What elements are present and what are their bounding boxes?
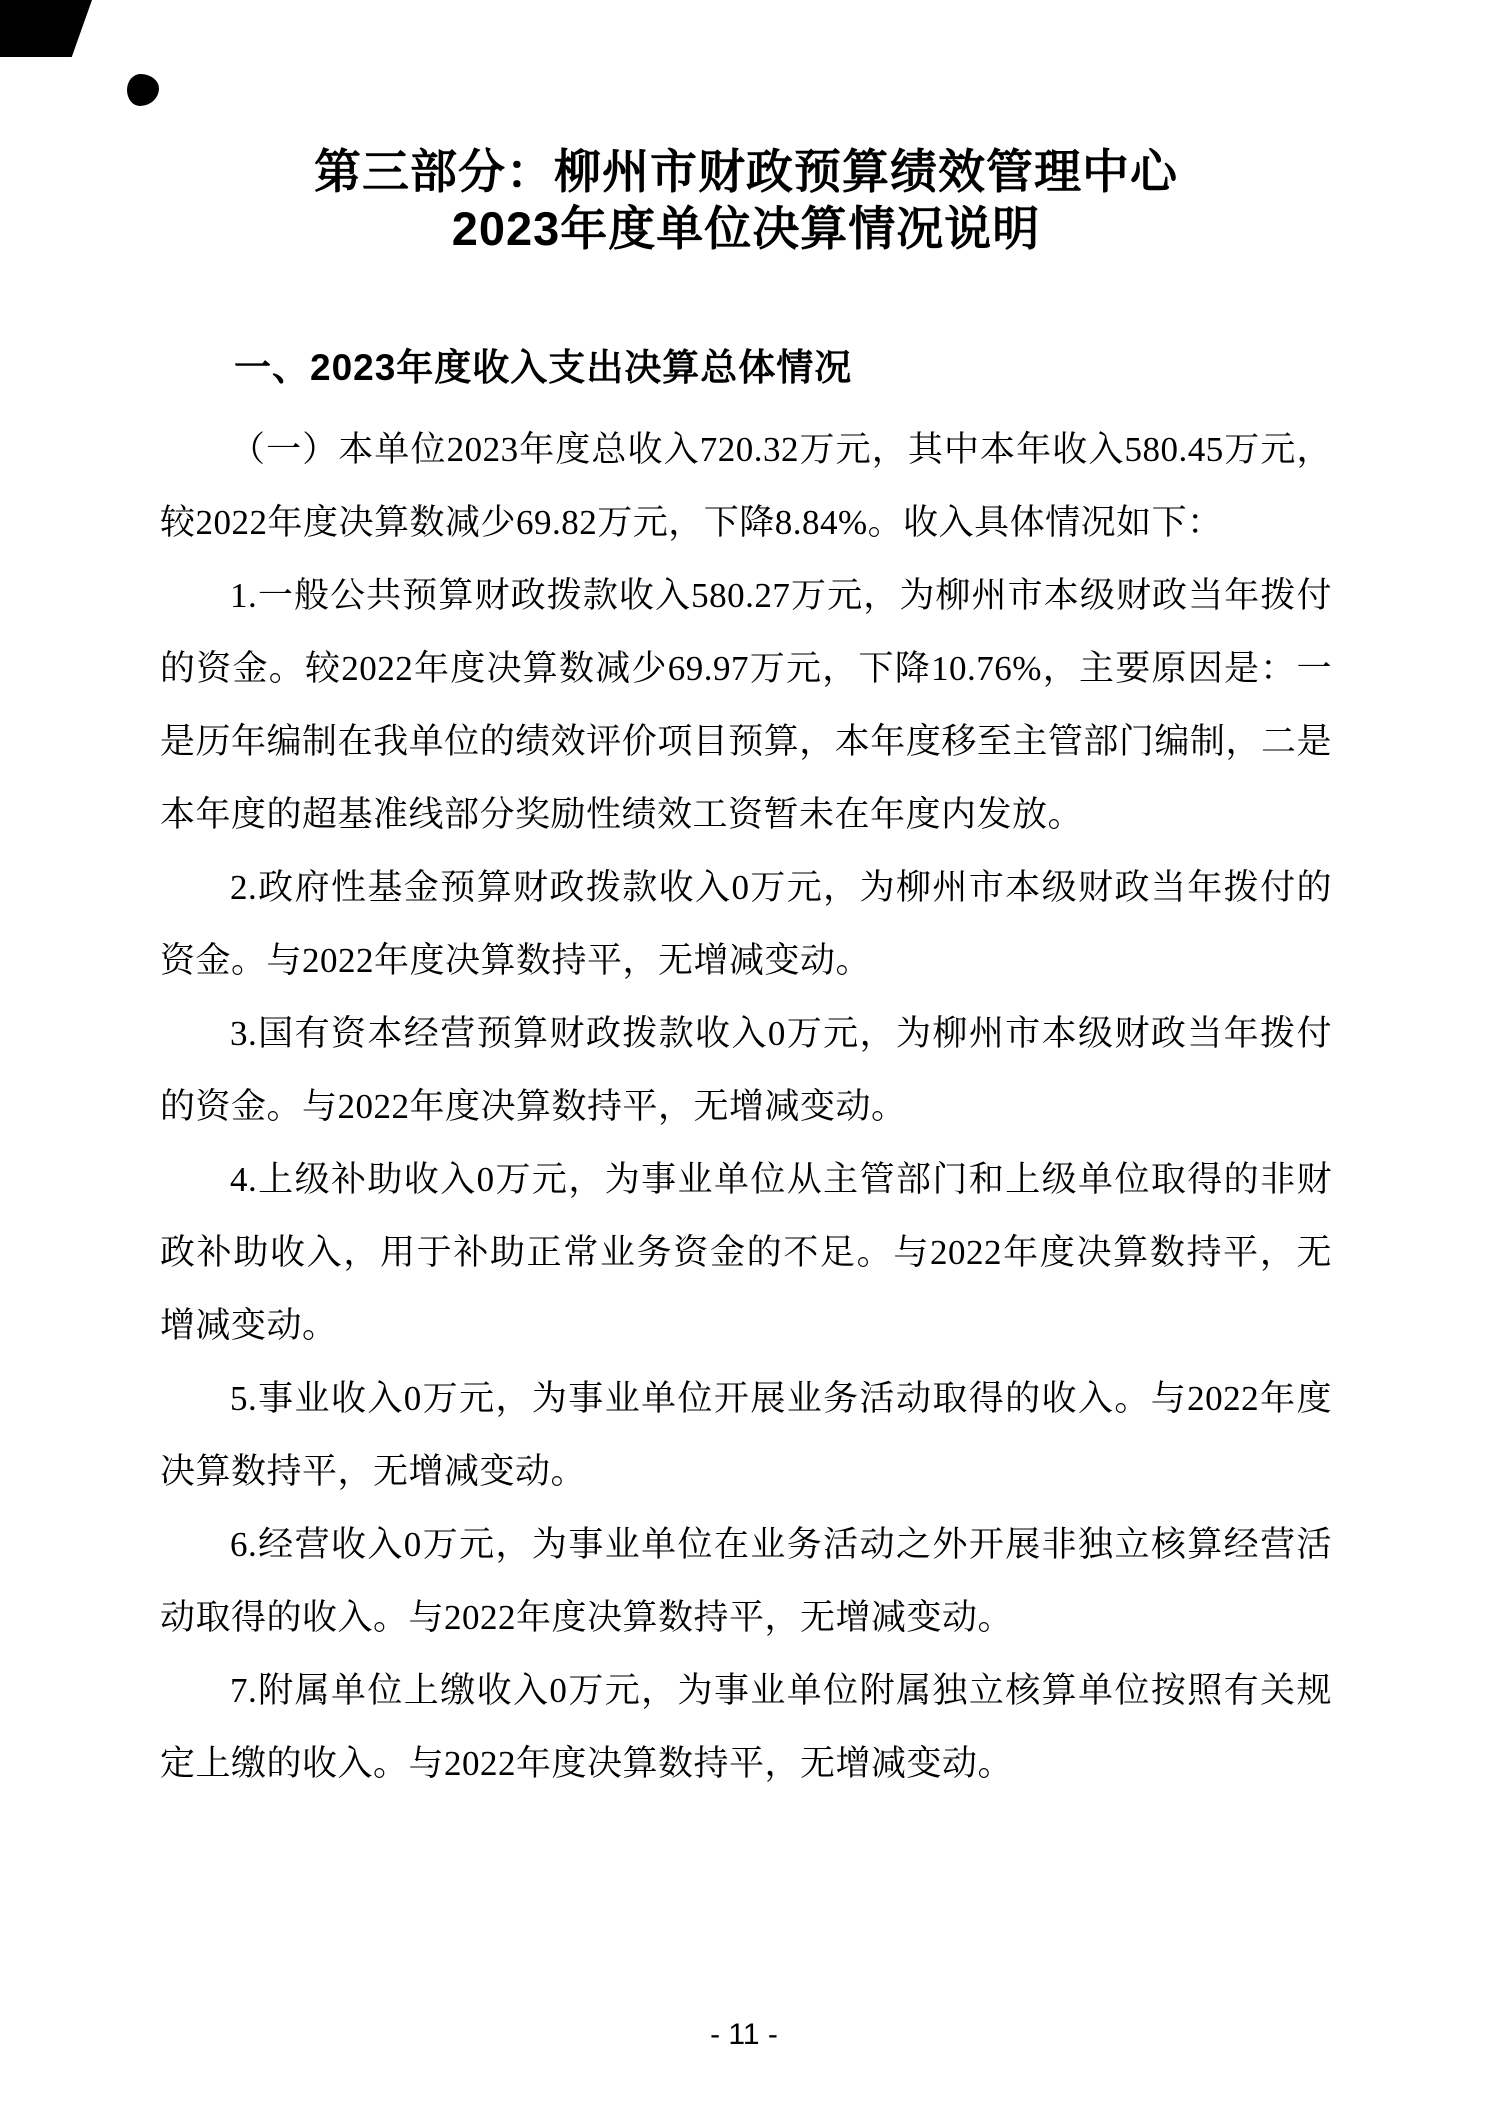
paragraph-item-2-government-fund: 2.政府性基金预算财政拨款收入0万元，为柳州市本级财政当年拨付的资金。与2022年度决算数持平，无增减变动。 bbox=[160, 868, 1332, 980]
paragraph-item-7-subordinate-unit-income: 7.附属单位上缴收入0万元，为事业单位附属独立核算单位按照有关规定上缴的收入。与2022年度决算数持平，无增减变动。 bbox=[160, 1671, 1332, 1783]
document-body bbox=[160, 413, 1332, 1800]
paragraph-item-1-general-public-budget: 1.一般公共预算财政拨款收入580.27万元，为柳州市本级财政当年拨付的资金。较2022年度决算数减少69.97万元，下降10.76%，主要原因是：一是历年编制在我单位的绩效评价项目预算，本年度移至主管部门编制，二是本年度的超基准线部分奖励性绩效工资暂未在年度内发放。 bbox=[160, 576, 1332, 834]
section-heading-overall-situation: 一、2023年度收入支出决算总体情况 bbox=[234, 347, 853, 388]
paragraph-item-4-superior-subsidy: 4.上级补助收入0万元，为事业单位从主管部门和上级单位取得的非财政补助收入，用于补助正常业务资金的不足。与2022年度决算数持平，无增减变动。 bbox=[160, 1160, 1332, 1345]
scan-corner-artifact bbox=[0, 0, 92, 57]
paragraph-item-3-state-capital: 3.国有资本经营预算财政拨款收入0万元，为柳州市本级财政当年拨付的资金。与2022年度决算数持平，无增减变动。 bbox=[160, 1014, 1332, 1126]
document-title-line-1: 第三部分：柳州市财政预算绩效管理中心 bbox=[314, 145, 1178, 198]
document-content bbox=[160, 0, 1332, 1800]
page-number: - 11 - bbox=[710, 2018, 778, 2051]
paragraph-total-income-overview: （一）本单位2023年度总收入720.32万元，其中本年收入580.45万元，较2022年度决算数减少69.82万元，下降8.84%。收入具体情况如下： bbox=[160, 430, 1332, 542]
scan-speck-artifact bbox=[127, 74, 159, 106]
paragraph-item-6-operating-income: 6.经营收入0万元，为事业单位在业务活动之外开展非独立核算经营活动取得的收入。与2022年度决算数持平，无增减变动。 bbox=[160, 1525, 1332, 1637]
paragraph-item-5-business-income: 5.事业收入0万元，为事业单位开展业务活动取得的收入。与2022年度决算数持平，无增减变动。 bbox=[160, 1379, 1332, 1491]
document-title-line-2: 2023年度单位决算情况说明 bbox=[451, 202, 1041, 255]
document-title bbox=[160, 143, 1332, 257]
